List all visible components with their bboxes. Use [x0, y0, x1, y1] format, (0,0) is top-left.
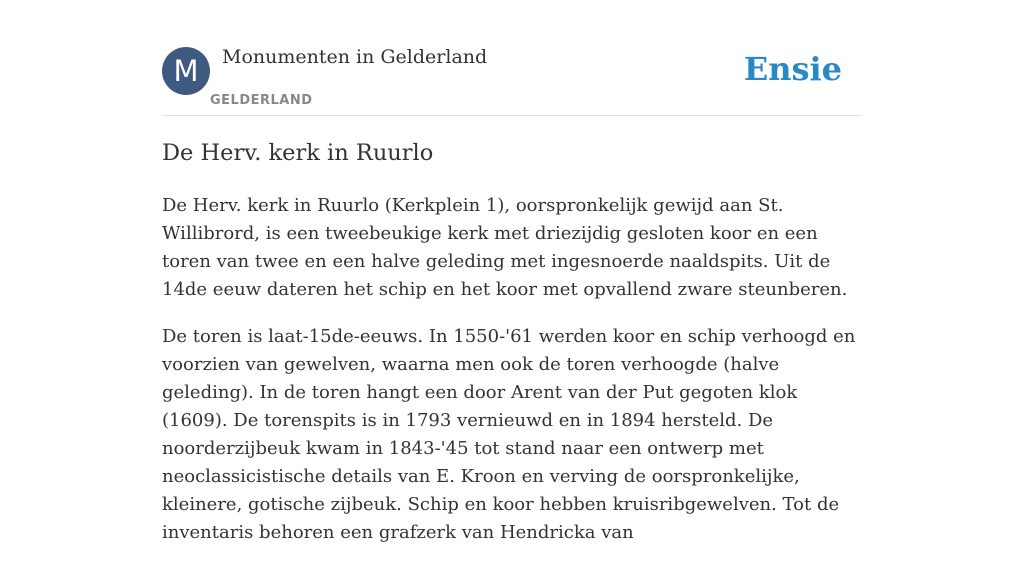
page-title: De Herv. kerk in Ruurlo [162, 140, 434, 166]
avatar: M [162, 47, 210, 95]
header-divider [162, 115, 862, 116]
article-paragraph: De toren is laat-15de-eeuws. In 1550-'61 werden koor en schip verhoogd en voorzien van gewelven, waarna men ook de toren verhoogde (halve geleding). In de toren hangt een door Arent van der Put gegoten klok (1609). De torenspits is in 1793 vernieuwd en in 1894 hersteld. De noorderzijbeuk kwam in 1843-'45 tot stand naar een ontwerp met neoclassicistische details van E. Kroon en verving de oorspronkelijke, kleinere, gotische zijbeuk. Schip en koor hebben kruisribgewelven. Tot de inventaris behoren een grafzerk van Hendricka van [162, 326, 856, 543]
site-title-link[interactable]: Monumenten in Gelderland [222, 46, 488, 68]
category-link[interactable]: GELDERLAND [210, 93, 313, 108]
ensie-logo[interactable]: Ensie [743, 50, 842, 88]
article-paragraph: De Herv. kerk in Ruurlo (Kerkplein 1), oorspronkelijk gewijd aan St. Willibrord, is een tweebeukige kerk met driezijdig gesloten koor en een toren van twee en een halve geleding met ingesnoerde naaldspits. Uit de 14de eeuw dateren het schip en het koor met opvallend zware steunberen. [162, 195, 848, 300]
article-body [162, 192, 862, 566]
